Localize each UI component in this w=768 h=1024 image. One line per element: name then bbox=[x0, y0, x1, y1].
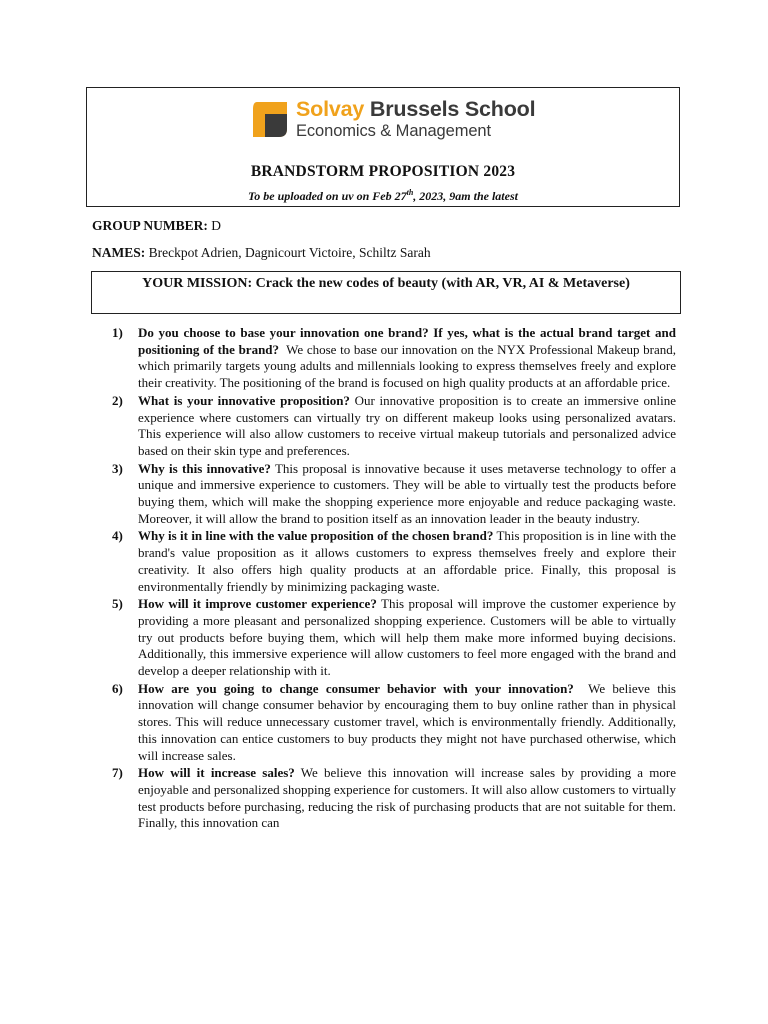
answer-text: This proposal will improve the customer experience by providing a more pleasant and personalized shopping experience. Customers will be able to virtually try out products before buying them, which will help them make more informed buying decisions. Additionally, this immersive experience will allow customers to feel more engaged with the brand and develop a deeper relationship with it. bbox=[138, 596, 677, 679]
subtitle-pre: To be uploaded on uv on Feb 27 bbox=[248, 189, 407, 203]
answer-text: We believe this innovation will increase sales by providing a more enjoyable and personalized shopping experience for customers. It will also allow customers to virtually test products before purchasing, reducing the risk of purchasing products that are not suitable for them. Finally, this innovation can bbox=[138, 765, 676, 831]
mission-box bbox=[91, 271, 681, 314]
group-label: GROUP NUMBER: bbox=[92, 218, 208, 233]
answer-text: This proposal is innovative because it uses metaverse technology to offer a unique and immersive experience to customers. They will be able to virtually test the products before buying them, which will make the shopping experience more enjoyable and reduce packaging waste. Moreover, it will allow the brand to position itself as an innovation leader in the beauty industry. bbox=[138, 460, 677, 526]
logo-line2: Economics & Management bbox=[296, 121, 491, 140]
answer-text: We chose to base our innovation on the NYX Professional Makeup brand, which primarily targets young adults and millennials looking to express themselves freely and explore their creativity. The positioning of the brand is focused on high quality products at an affordable price. bbox=[138, 341, 677, 391]
question-list bbox=[110, 325, 676, 833]
question-text: Why is this innovative? bbox=[138, 460, 271, 476]
group-value: D bbox=[211, 218, 221, 233]
question-number: 5) bbox=[112, 596, 123, 612]
names-field bbox=[92, 245, 431, 261]
question-number: 3) bbox=[112, 460, 123, 476]
question-number: 6) bbox=[112, 680, 123, 696]
list-item bbox=[110, 461, 676, 528]
question-text: Why is it in line with the value proposition of the chosen brand? bbox=[138, 528, 494, 544]
answer-text: This proposition is in line with the brand's value proposition as it allows customers to express themselves freely and explore their creativity. It also offers high quality products at an affordable price. Finally, this proposal is environmentally friendly by minimizing packaging waste. bbox=[138, 528, 677, 594]
question-text: Do you choose to base your innovation one brand? If yes, what is the actual brand target and positioning of the brand? bbox=[138, 325, 676, 357]
question-number: 2) bbox=[112, 392, 123, 408]
list-item bbox=[110, 393, 676, 460]
logo-text bbox=[296, 99, 535, 139]
list-item bbox=[110, 765, 676, 832]
question-number: 7) bbox=[112, 765, 123, 781]
document-title: BRANDSTORM PROPOSITION 2023 bbox=[250, 163, 516, 180]
list-item bbox=[110, 681, 676, 765]
question-number: 1) bbox=[112, 325, 123, 340]
header-box bbox=[86, 87, 680, 207]
subtitle-post: , 2023, 9am the latest bbox=[413, 189, 518, 203]
question-text: How will it improve customer experience? bbox=[138, 596, 377, 612]
document-subtitle bbox=[87, 188, 679, 204]
names-label: NAMES: bbox=[92, 245, 146, 260]
question-text: What is your innovative proposition? bbox=[138, 392, 350, 408]
answer-text: Our innovative proposition is to create an immersive online experience where customers can virtually try on different makeup looks using personalized avatars. This experience will also allow customers to receive virtual makeup tutorials and personalized advice based on their skin type and preferences. bbox=[138, 392, 676, 458]
logo-line1 bbox=[296, 99, 535, 121]
names-value: Breckpot Adrien, Dagnicourt Victoire, Schiltz Sarah bbox=[148, 245, 431, 260]
list-item bbox=[110, 528, 676, 595]
logo-mark-icon bbox=[251, 99, 289, 139]
group-number-field bbox=[92, 218, 221, 234]
question-number: 4) bbox=[112, 528, 123, 544]
logo-line1-rest: Brussels School bbox=[369, 97, 536, 121]
question-text: How are you going to change consumer behavior with your innovation? bbox=[138, 680, 574, 696]
mission-text: YOUR MISSION: Crack the new codes of beauty (with AR, VR, AI & Metaverse) bbox=[142, 276, 630, 291]
subtitle-sup: th bbox=[406, 188, 414, 197]
question-text: How will it increase sales? bbox=[138, 765, 295, 781]
list-item bbox=[110, 325, 676, 392]
school-logo bbox=[251, 99, 535, 139]
answer-text: We believe this innovation will change consumer behavior by encouraging them to buy online rather than in physical stores. This will reduce unnecessary customer travel, which is environmentally friendly. Additionally, this innovation can entice customers to buy products they might not have purchased otherwise, which will increase sales. bbox=[138, 680, 676, 763]
logo-accent: Solvay bbox=[296, 97, 365, 121]
list-item bbox=[110, 596, 676, 680]
